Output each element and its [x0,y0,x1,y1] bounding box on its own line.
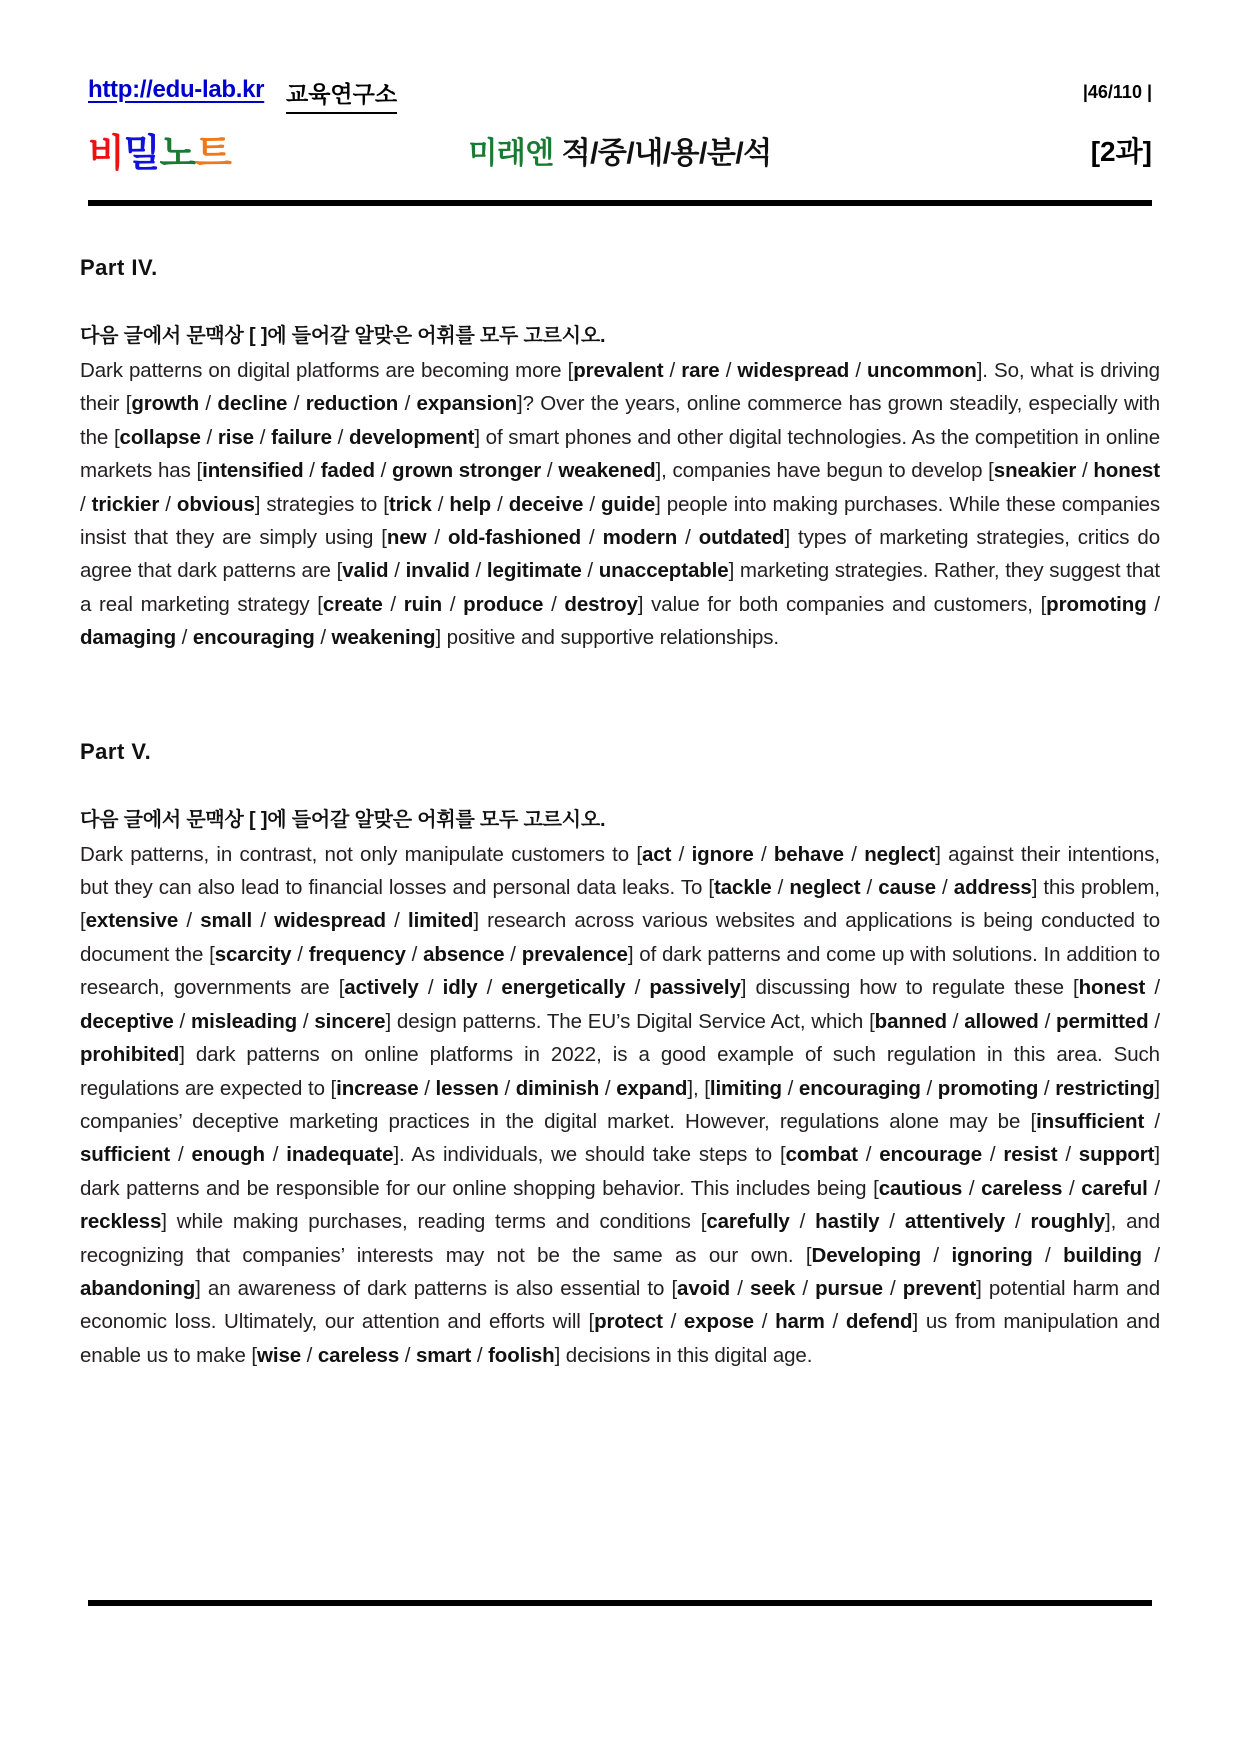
publisher-label: 미래엔 [468,137,554,170]
page-header [88,70,1152,190]
section-heading-part-4: Part IV. [80,255,158,280]
footer-divider-rule [88,1600,1152,1606]
page-indicator: |46/110 | [1082,82,1152,102]
header-title-row [88,122,1152,178]
brand-char-1: 비 [88,133,124,175]
section-instruction-part-5: 다음 글에서 문맥상 [ ]에 들어갈 알맞은 어휘를 모두 고르시오. [80,808,606,831]
brand-char-4: 트 [195,133,231,175]
site-url-link[interactable]: http://edu-lab.kr [88,76,265,103]
section-instruction-part-4: 다음 글에서 문맥상 [ ]에 들어갈 알맞은 어휘를 모두 고르시오. [80,325,606,347]
page-content [80,255,1160,1372]
section-passage-part-5: Dark patterns, in contrast, not only manipulate customers to [act / ignore / behave / neglect] against their intentions, but they can also lead to financial losses and personal data leaks. To [tackle / neglect / cause / address] this problem, [extensive / small / widespread / limited] research across various websites and applications is being conducted to document the [scarcity / frequency / absence / prevalence] of dark patterns and come up with solutions. In addition to research, governments are [actively / idly / energetically / passively] discussing how to regulate these [honest / deceptive / misleading / sincere] design patterns. The EU’s Digital Service Act, which [banned / allowed / permitted / prohibited] dark patterns on online platforms in 2022, is a good example of such regulation in this area. Such regulations are expected to [increase / lessen / diminish / expand], [limiting / encouraging / promoting / restricting] companies’ deceptive marketing practices in the digital market. However, regulations alone may be [insufficient / sufficient / enough / inadequate]. As individuals, we should take steps to [combat / encourage / resist / support] dark patterns and be responsible for our online shopping behavior. This includes being [cautious / careless / careful / reckless] while making purchases, reading terms and conditions [carefully / hastily / attentively / roughly], and recognizing that companies’ interests may not be the same as our own. [Developing / ignoring / building / abandoning] an awareness of dark patterns is also essential to [avoid / seek / pursue / prevent] potential harm and economic loss. Ultimately, our attention and efforts will [protect / expose / harm / defend] us from manipulation and enable us to make [wise / careless / smart / foolish] decisions in this digital age. [80,842,1161,1367]
brand-char-2: 밀 [123,133,160,175]
brand-char-3: 노 [159,133,196,175]
document-title-main: 적/중/내/용/분/석 [561,137,772,170]
document-title [88,128,1152,172]
section-passage-part-4: Dark patterns on digital platforms are becoming more [prevalent / rare / widespread / uncommon]. So, what is driving their [growth / decline / reduction / expansion]? Over the years, online commerce has grown steadily, especially with the [collapse / rise / failure / development] of smart phones and other digital technologies. As the competition in online markets has [intensified / faded / grown stronger / weakened], companies have begun to develop [sneakier / honest / trickier / obvious] strategies to [trick / help / deceive / guide] people into making purchases. While these companies insist that they are simply using [new / old-fashioned / modern / outdated] types of marketing strategies, critics do agree that dark patterns are [valid / invalid / legitimate / unacceptable] marketing strategies. Rather, they suggest that a real marketing strategy [create / ruin / produce / destroy] value for both companies and customers, [promoting / damaging / encouraging / weakening] positive and supportive relationships. [80,359,1161,650]
header-divider-rule [88,200,1152,206]
site-organization-label: 교육연구소 [286,76,397,114]
section-spacer [80,655,1160,739]
header-top-row [88,70,1152,114]
section-heading-part-5: Part V. [80,738,152,764]
lesson-badge: [2과] [1090,136,1152,167]
